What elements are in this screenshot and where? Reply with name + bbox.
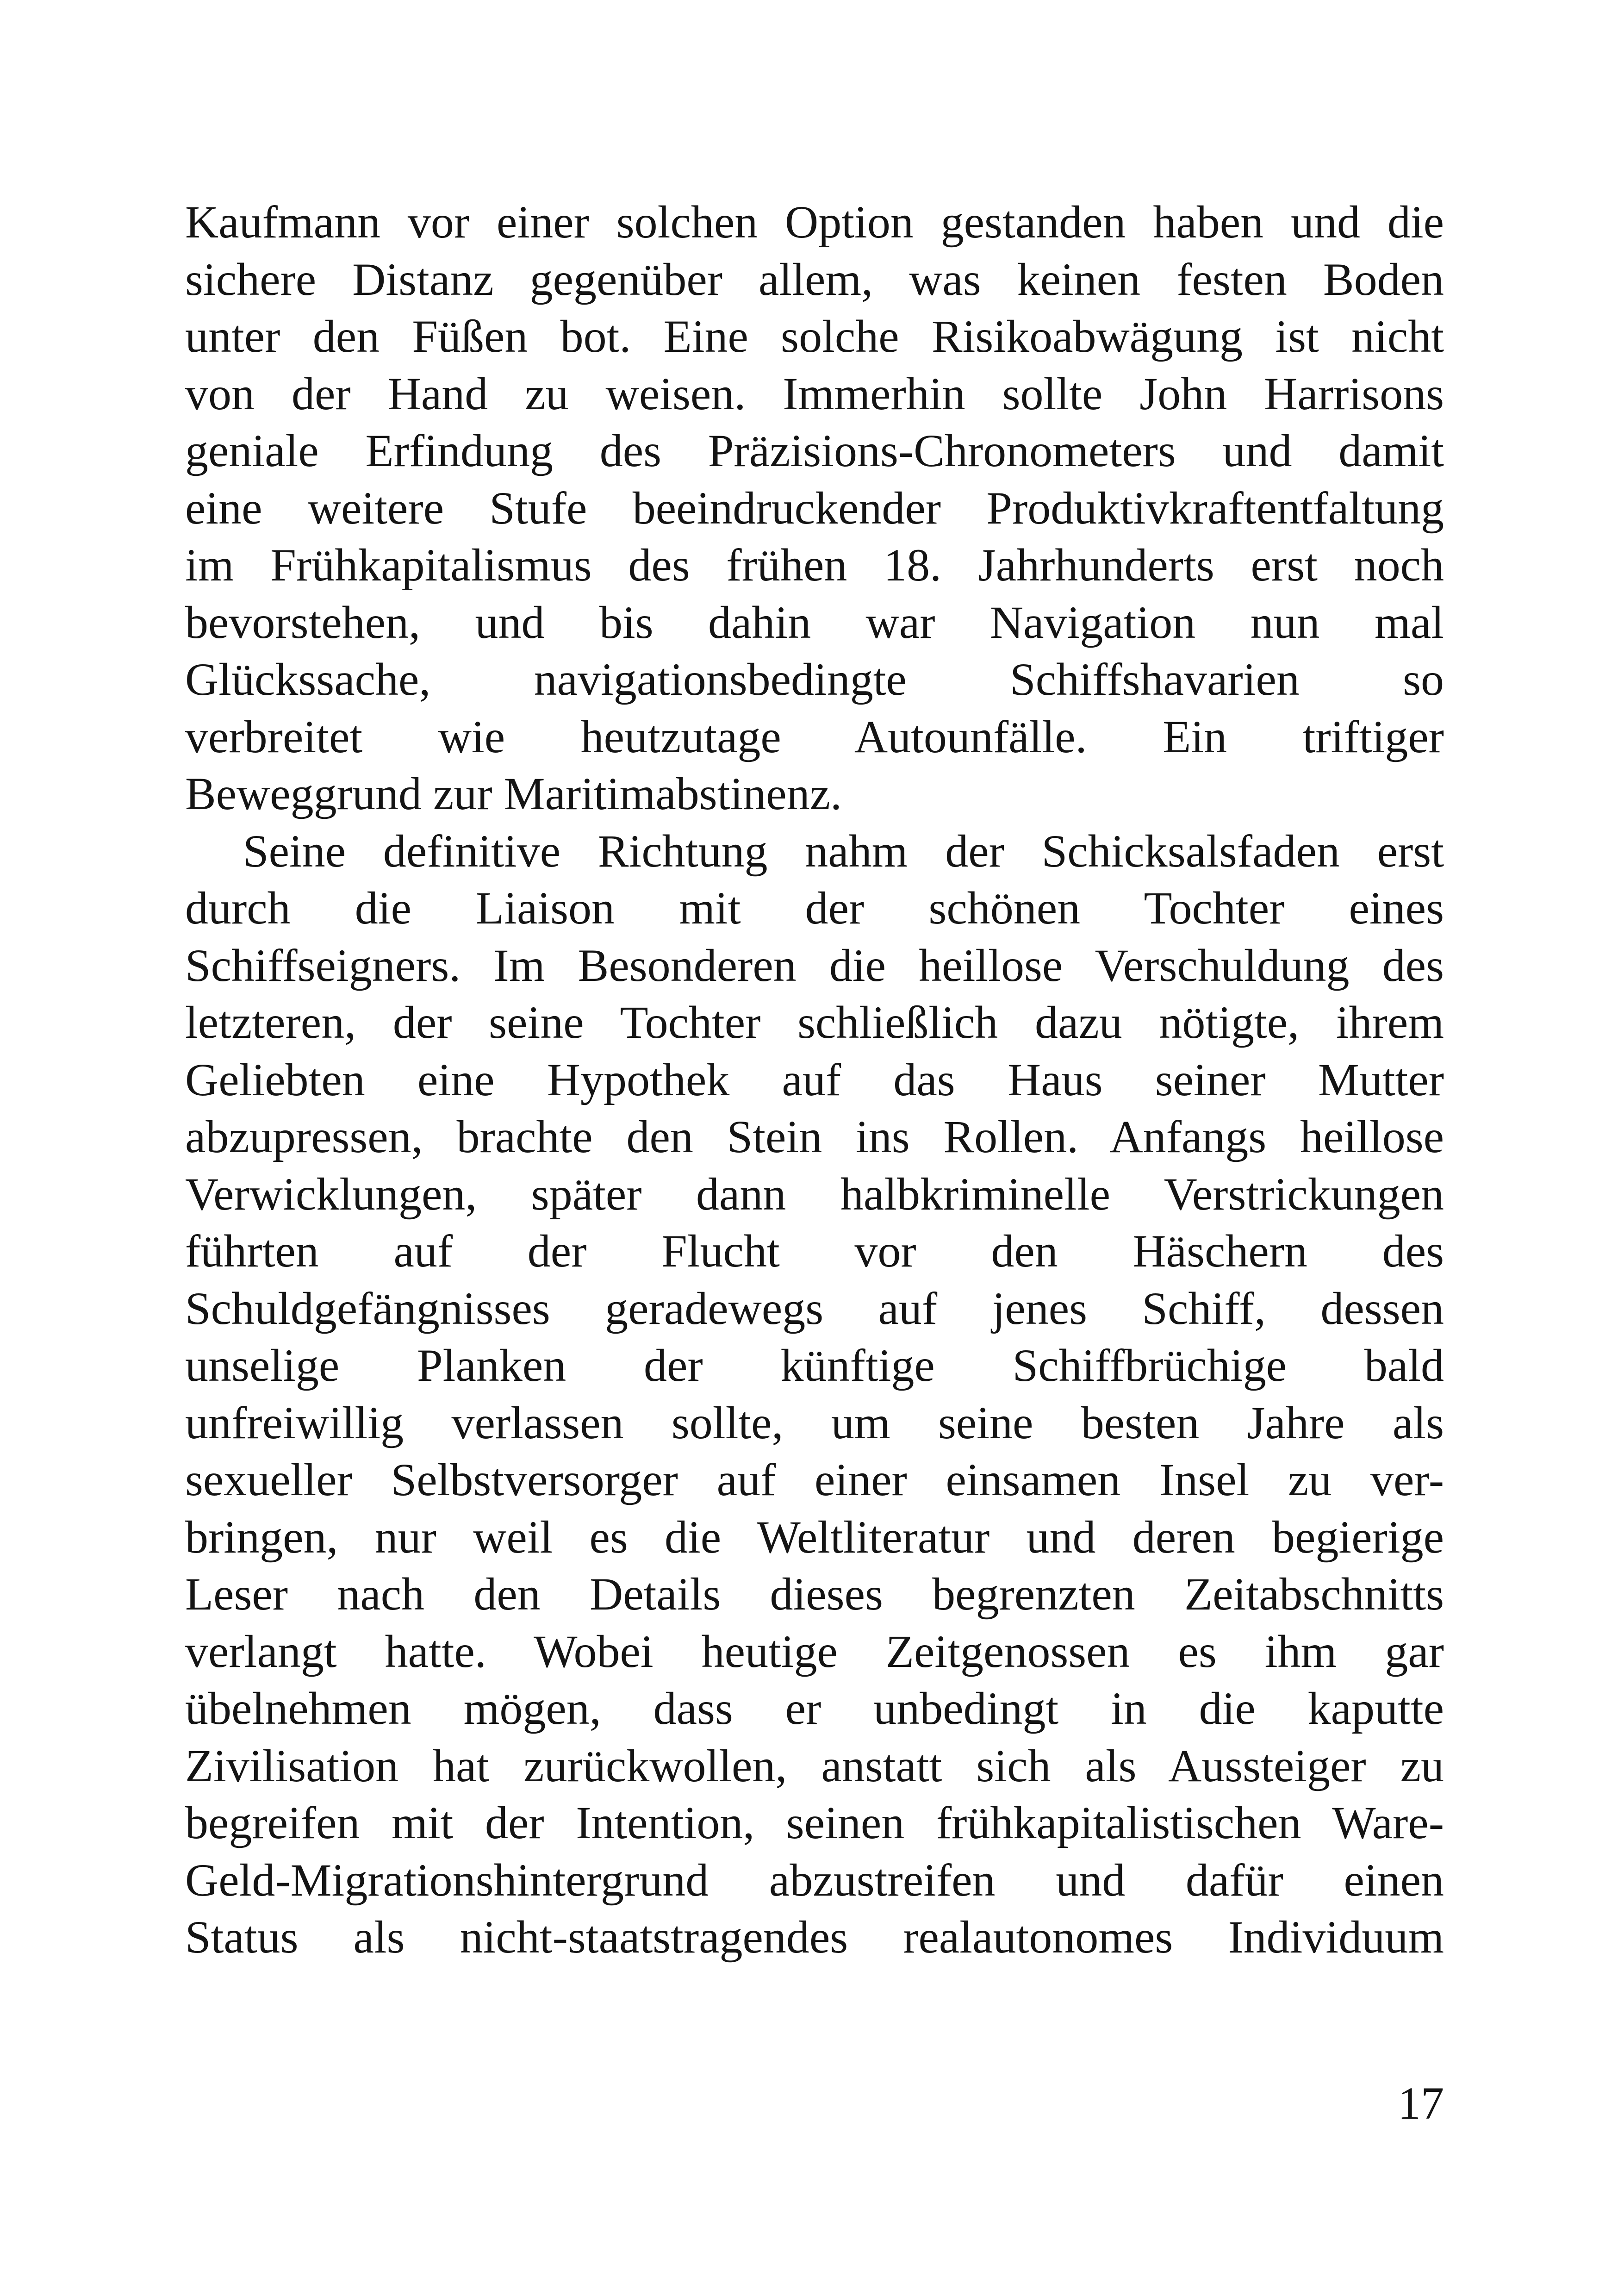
text-line: verbreitet wie heutzutage Autounfälle. Ein triftiger: [185, 711, 1444, 762]
text-line: von der Hand zu weisen. Immerhin sollte John Harrisons: [185, 368, 1444, 419]
text-line: Leser nach den Details dieses begrenzten Zeitabschnitts: [185, 1568, 1444, 1620]
paragraph-first-line: Seine definitive Richtung nahm der Schicksalsfaden erst: [243, 825, 1444, 877]
text-line: begreifen mit der Intention, seinen frühkapitalistischen Ware-: [185, 1797, 1444, 1848]
page-number: 17: [1398, 2078, 1444, 2129]
text-line: durch die Liaison mit der schönen Tochter eines: [185, 882, 1444, 934]
text-line: geniale Erfindung des Präzisions-Chronometers und damit: [185, 425, 1444, 476]
text-line: letzteren, der seine Tochter schließlich dazu nötigte, ihrem: [185, 997, 1444, 1048]
body-text: [185, 193, 1444, 1966]
text-line: Verwicklungen, später dann halbkriminelle Verstrickungen: [185, 1168, 1444, 1220]
text-line: bevorstehen, und bis dahin war Navigation nun mal: [185, 596, 1444, 648]
text-line: sexueller Selbstversorger auf einer einsamen Insel zu ver-: [185, 1454, 1444, 1505]
text-line: Geld-Migrationshintergrund abzustreifen und dafür einen: [185, 1854, 1444, 1906]
paragraph-last-line: Beweggrund zur Maritimabstinenz.: [185, 768, 842, 819]
text-line: Glückssache, navigationsbedingte Schiffshavarien so: [185, 654, 1444, 705]
text-line: Geliebten eine Hypothek auf das Haus seiner Mutter: [185, 1054, 1444, 1105]
text-line: im Frühkapitalismus des frühen 18. Jahrhunderts erst noch: [185, 539, 1444, 591]
text-line: Zivilisation hat zurückwollen, anstatt sich als Aussteiger zu: [185, 1740, 1444, 1791]
text-line: bringen, nur weil es die Weltliteratur und deren begierige: [185, 1511, 1444, 1563]
text-line: eine weitere Stufe beeindruckender Produktivkraftentfaltung: [185, 482, 1444, 534]
text-line: unselige Planken der künftige Schiffbrüchige bald: [185, 1340, 1444, 1391]
text-line: übelnehmen mögen, dass er unbedingt in die kaputte: [185, 1683, 1444, 1734]
text-line: Kaufmann vor einer solchen Option gestanden haben und die: [185, 196, 1444, 248]
text-line: abzupressen, brachte den Stein ins Rollen. Anfangs heillose: [185, 1111, 1444, 1162]
text-line: Status als nicht-staatstragendes realautonomes Individuum: [185, 1911, 1444, 1963]
text-line: führten auf der Flucht vor den Häschern des: [185, 1225, 1444, 1277]
text-line: verlangt hatte. Wobei heutige Zeitgenossen es ihm gar: [185, 1625, 1444, 1677]
text-line: unter den Füßen bot. Eine solche Risikoabwägung ist nicht: [185, 311, 1444, 362]
text-line: sichere Distanz gegenüber allem, was keinen festen Boden: [185, 253, 1444, 305]
text-line: Schiffseigners. Im Besonderen die heillose Verschuldung des: [185, 939, 1444, 991]
text-line: unfreiwillig verlassen sollte, um seine besten Jahre als: [185, 1397, 1444, 1448]
text-line: Schuldgefängnisses geradewegs auf jenes Schiff, dessen: [185, 1282, 1444, 1334]
